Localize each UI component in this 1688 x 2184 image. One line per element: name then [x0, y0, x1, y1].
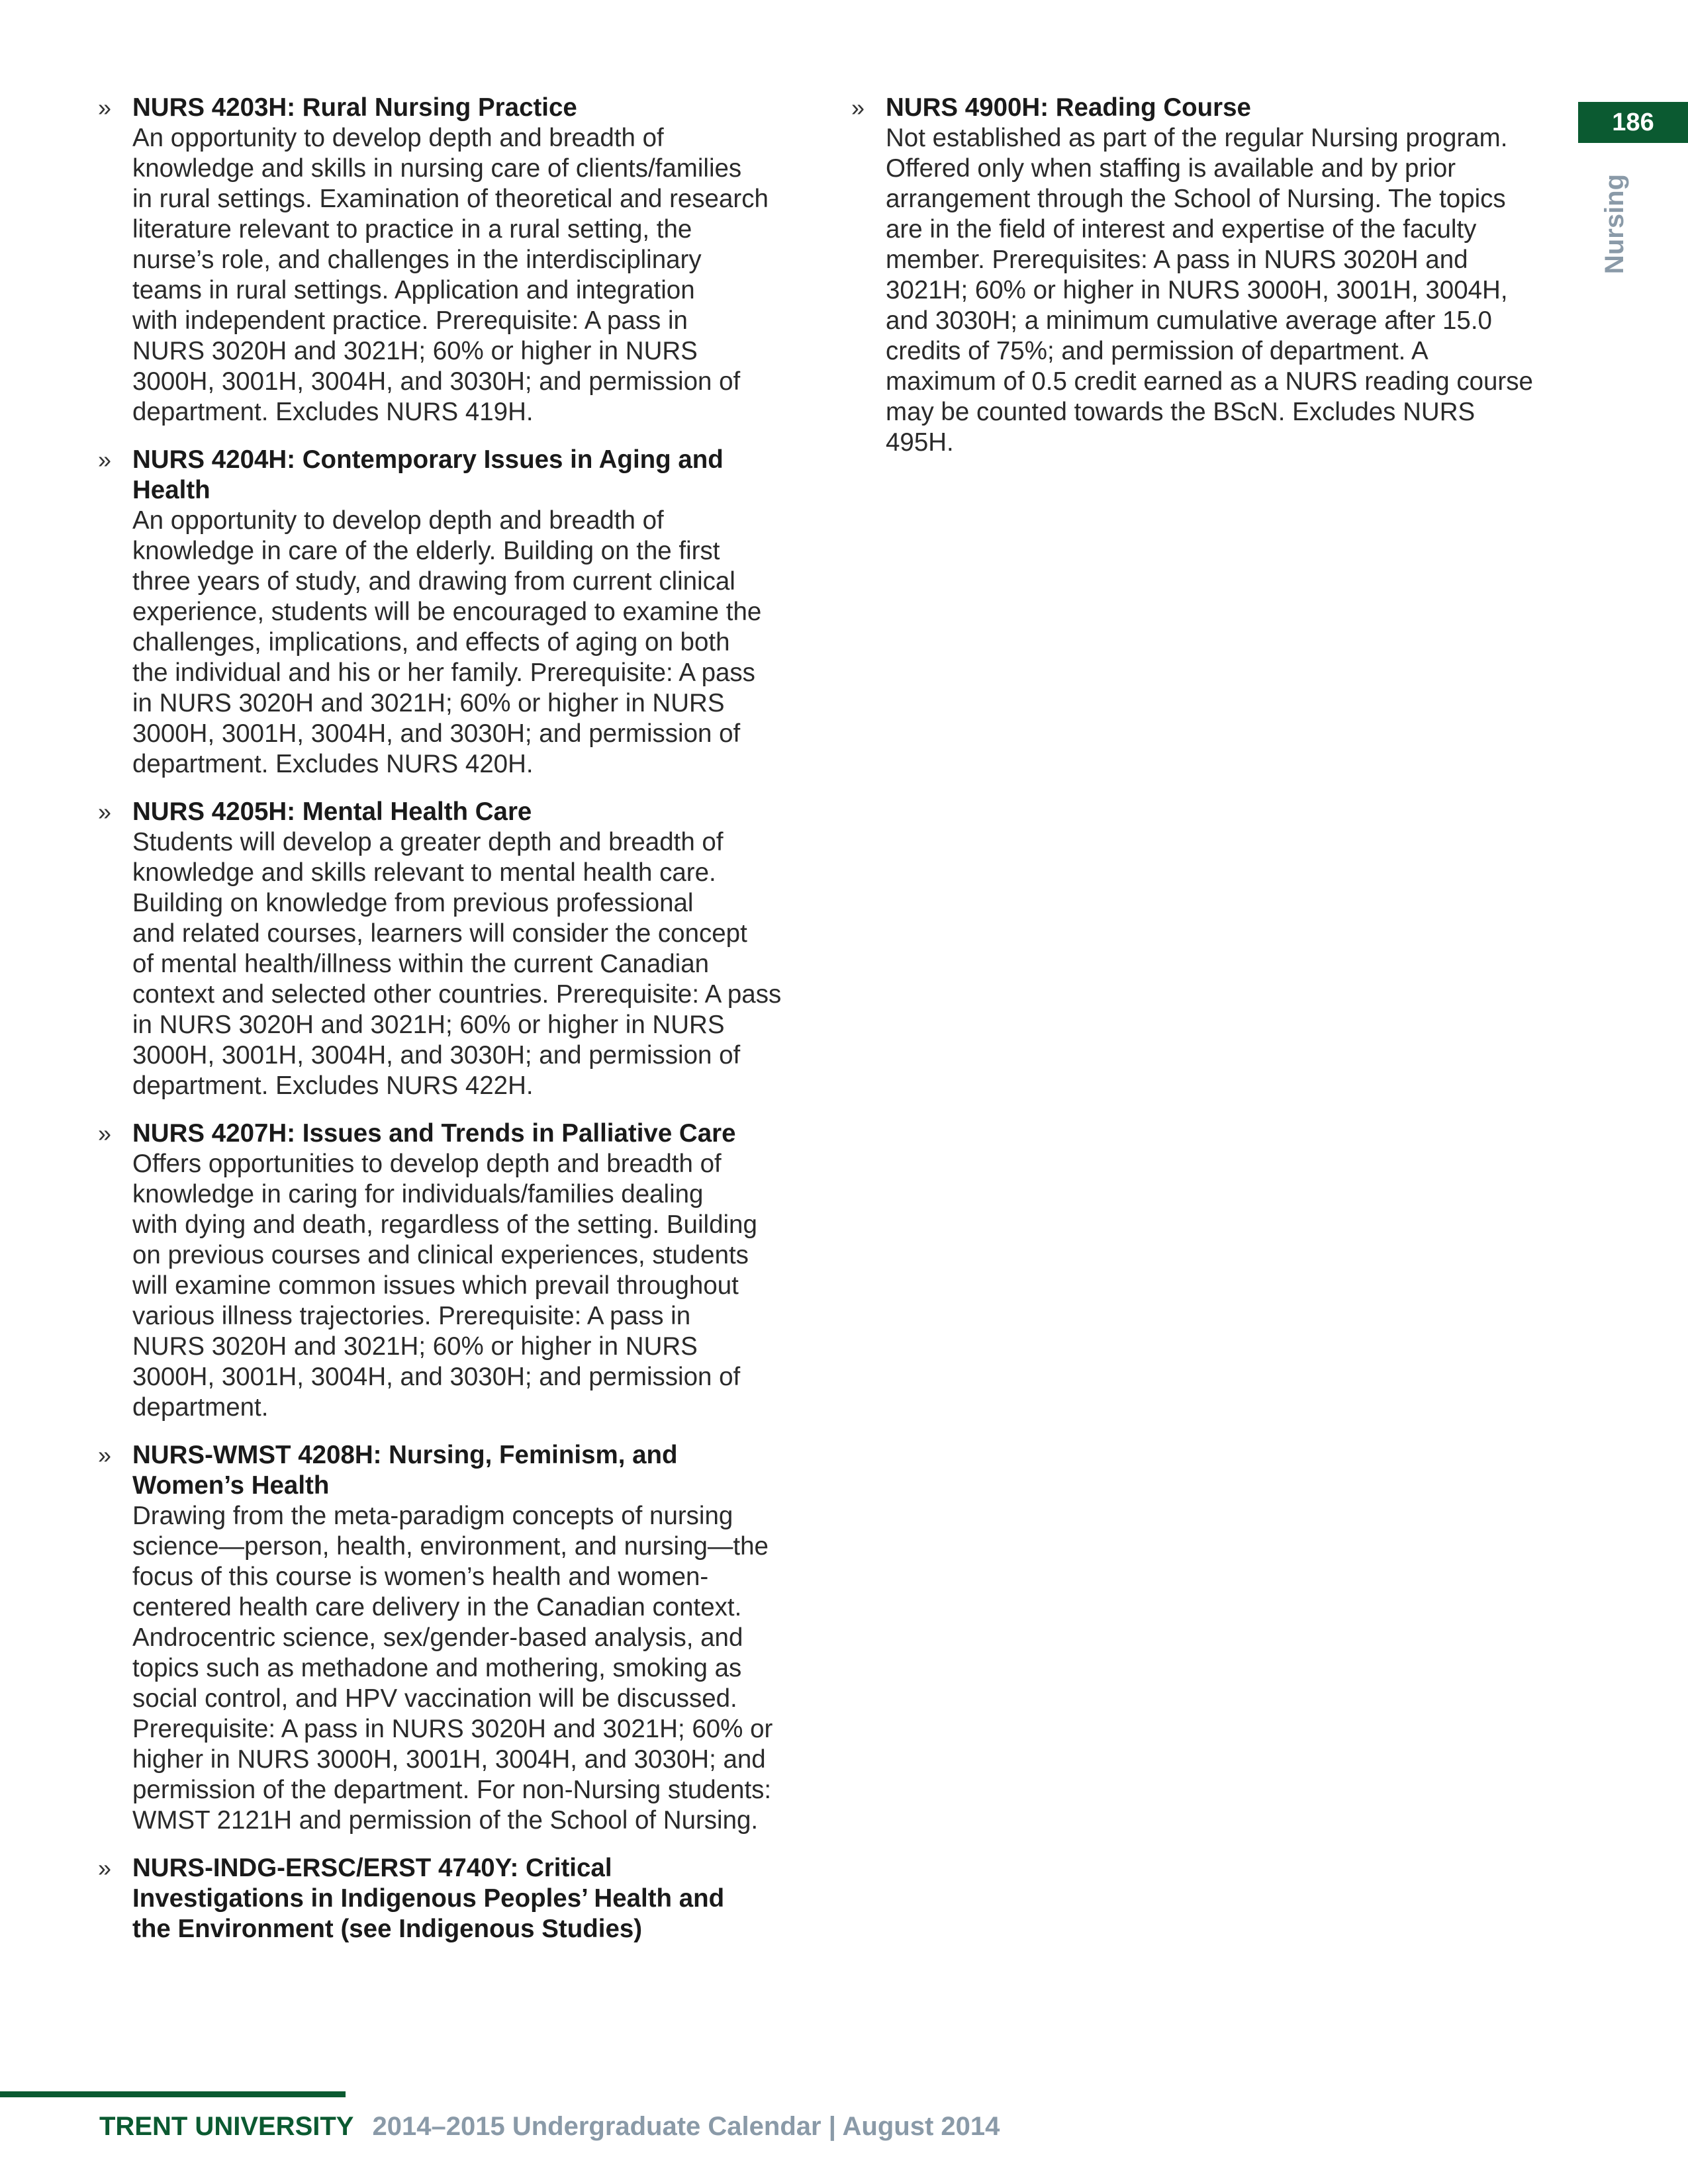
page-number: 186 [1612, 108, 1654, 136]
footer-calendar: 2014–2015 Undergraduate Calendar | August 2014 [372, 2112, 1000, 2141]
course-title: NURS 4205H: Mental Health Care [132, 797, 532, 826]
course-title: NURS 4207H: Issues and Trends in Palliative Care [132, 1119, 736, 1148]
course-entry [93, 797, 814, 1101]
course-entry [93, 445, 814, 780]
page-number-tab [1578, 102, 1688, 143]
footer-university: TRENT UNIVERSITY [99, 2112, 354, 2141]
footer-rule [0, 2091, 346, 2097]
bullet-marker: » [98, 1854, 112, 1882]
course-title: NURS 4203H: Rural Nursing Practice [132, 93, 577, 122]
course-entry [846, 93, 1561, 458]
bullet-marker: » [98, 1120, 112, 1147]
course-description: Offers opportunities to develop depth and breadth of knowledge in caring for individuals/families dealing with dying and death, regardless of the setting. Building on previous courses and clinical experiences, students will examine common issues which prevail throughout various illness trajectories. Prerequisite: A pass in NURS 3020H and 3021H; 60% or higher in NURS 3000H, 3001H, 3004H, and 3030H; and permission of department. [132, 1150, 757, 1422]
course-entry [93, 1440, 814, 1836]
course-entry [93, 1118, 814, 1423]
bullet-marker: » [98, 1441, 112, 1469]
section-side-label [1589, 171, 1642, 277]
course-description: An opportunity to develop depth and breadth of knowledge in care of the elderly. Building on the first three years of study, and drawing from current clinical experience, students will be encouraged to examine the challenges, implications, and effects of aging on both the individual and his or her family. Prerequisite: A pass in NURS 3020H and 3021H; 60% or higher in NURS 3000H, 3001H, 3004H, and 3030H; and permission of department. Excludes NURS 420H. [132, 506, 762, 778]
left-column [93, 93, 814, 1962]
bullet-marker: » [98, 94, 112, 121]
course-description: Drawing from the meta-paradigm concepts of nursing science—person, health, environment, and nursing—the focus of this course is women’s health and women- centered health care delivery in the Canadian context. Androcentric science, sex/gender-based analysis, and topics such as methadone and mothering, smoking as social control, and HPV vaccination will be discussed. Prerequisite: A pass in NURS 3020H and 3021H; 60% or higher in NURS 3000H, 3001H, 3004H, and 3030H; and permission of the department. For non-Nursing students: WMST 2121H and permission of the School of Nursing. [132, 1502, 773, 1835]
bullet-marker: » [851, 94, 865, 121]
course-title: NURS-WMST 4208H: Nursing, Feminism, and Women’s Health [132, 1441, 678, 1500]
bullet-marker: » [98, 798, 112, 825]
bullet-marker: » [98, 446, 112, 473]
course-description: Not established as part of the regular Nursing program. Offered only when staffing is available and by prior arrangement through the School of Nursing. The topics are in the field of interest and expertise of the faculty member. Prerequisites: A pass in NURS 3020H and 3021H; 60% or higher in NURS 3000H, 3001H, 3004H, and 3030H; a minimum cumulative average after 15.0 credits of 75%; and permission of department. A maximum of 0.5 credit earned as a NURS reading course may be counted towards the BScN. Excludes NURS 495H. [886, 124, 1533, 457]
course-title: NURS 4204H: Contemporary Issues in Aging and Health [132, 445, 724, 504]
course-title: NURS 4900H: Reading Course [886, 93, 1251, 122]
section-name: Nursing [1600, 173, 1630, 274]
course-entry [93, 93, 814, 428]
course-description: Students will develop a greater depth and breadth of knowledge and skills relevant to mental health care. Building on knowledge from previous professional and related courses, learners will consider the concept of mental health/illness within the current Canadian context and selected other countries. Prerequisite: A pass in NURS 3020H and 3021H; 60% or higher in NURS 3000H, 3001H, 3004H, and 3030H; and permission of department. Excludes NURS 422H. [132, 828, 782, 1100]
right-column [846, 93, 1561, 475]
course-title: NURS-INDG-ERSC/ERST 4740Y: Critical Investigations in Indigenous Peoples’ Health and the Environment (see Indigenous Studies) [132, 1854, 725, 1943]
course-description: An opportunity to develop depth and breadth of knowledge and skills in nursing care of clients/families in rural settings. Examination of theoretical and research literature relevant to practice in a rural setting, the nurse’s role, and challenges in the interdisciplinary teams in rural settings. Application and integration with independent practice. Prerequisite: A pass in NURS 3020H and 3021H; 60% or higher in NURS 3000H, 3001H, 3004H, and 3030H; and permission of department. Excludes NURS 419H. [132, 124, 769, 426]
course-entry [93, 1853, 814, 1944]
footer [99, 2110, 1000, 2143]
